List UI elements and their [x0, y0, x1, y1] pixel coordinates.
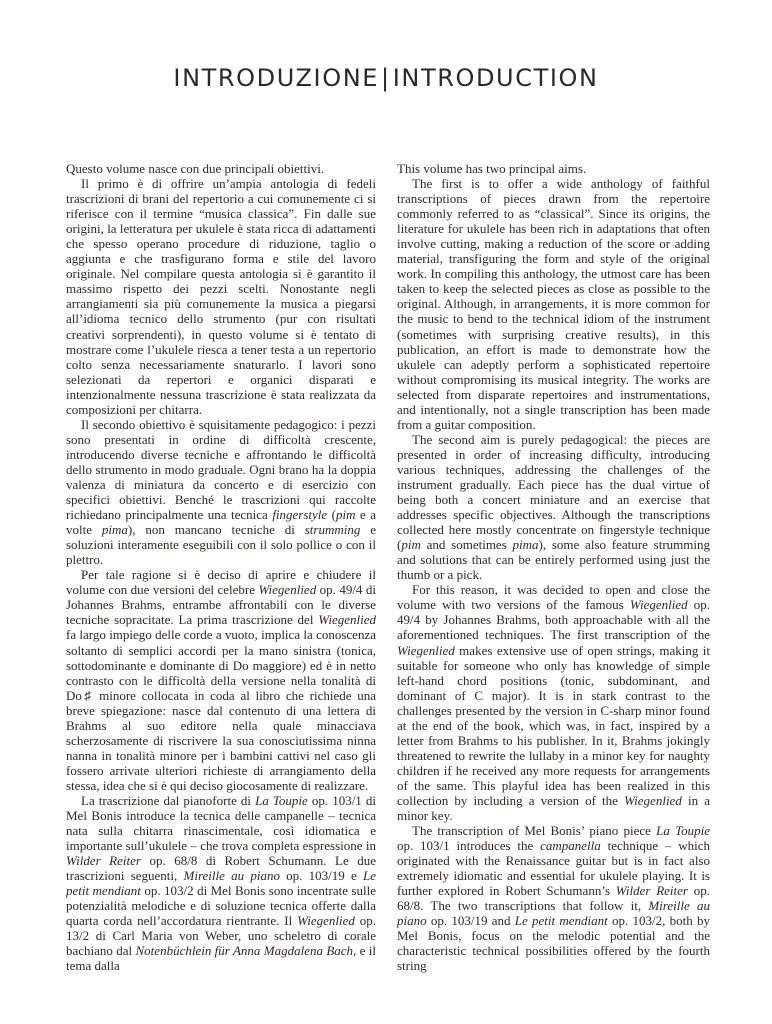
paragraph: [66, 417, 376, 567]
page-title: [0, 62, 772, 94]
text-run: op. 13/2 di Carl Maria von Weber, uno scheletro di corale bachiano dal: [66, 913, 377, 959]
italic-term: strumming: [304, 522, 361, 538]
italic-term: Wiegenlied: [318, 612, 376, 628]
italic-term: pim: [336, 507, 356, 523]
italic-term: Wiegenlied: [258, 582, 317, 598]
paragraph: [397, 582, 710, 823]
text-run: op. 49/4 di Johannes Brahms, entrambe affrontabili con le diverse tecniche sopracitate. La prima trascrizione del: [66, 582, 376, 628]
text-run: Il secondo obiettivo è squisitamente pedagogico: i pezzi sono presentati in ordine di difficoltà crescente, introducendo diverse tecniche e affrontando le difficoltà dello strumento in modo graduale. Ogni brano ha la doppia valenza di miniatura da concerto e di esercizio con specifici obiettivi. Benché le trascrizioni qui raccolte richiedano principalmente una tecnica: [66, 416, 376, 523]
italic-term: pima: [512, 537, 539, 553]
paragraph: [66, 793, 376, 974]
italic-term: Le petit mendiant: [514, 913, 608, 929]
text-run: e a volte: [66, 507, 377, 538]
paragraph: [397, 432, 710, 582]
italic-term: Le petit mendiant: [66, 868, 376, 899]
text-run: and sometimes: [420, 537, 513, 553]
text-run: technique – which originated with the Renaissance guitar but is in fact also extremely idiomatic and essential for ukulele playing. It is further explored in Robert Schumann’s: [397, 838, 710, 899]
text-run: e soluzioni interamente eseguibili con il solo pollice o con il plettro.: [66, 522, 376, 568]
italic-term: La Toupie: [656, 823, 710, 839]
text-run: Questo volume nasce con due principali obiettivi.: [66, 161, 325, 176]
italic-term: Wiegenlied: [297, 913, 355, 929]
text-run: op. 103/1 introduces the: [397, 838, 541, 854]
title-italian: INTRODUZIONE: [173, 64, 380, 92]
text-run: op. 68/8 di Robert Schumann. Le due trascrizioni seguenti,: [66, 853, 377, 884]
text-run: op. 103/2, both by Mel Bonis, focus on the melodic potential and the characteristic technical possibilities offered by the fourth string: [397, 913, 710, 974]
italic-term: fingerstyle: [272, 507, 328, 523]
italic-term: Wiegenlied: [629, 597, 688, 613]
italic-term: Wiegenlied: [397, 642, 455, 658]
text-run: This volume has two principal aims.: [397, 161, 587, 176]
paragraph: [66, 567, 376, 793]
text-run: (: [327, 507, 337, 523]
italic-term: pima: [101, 522, 128, 538]
italic-term: campanella: [540, 838, 601, 854]
text-run: Il primo è di offrire un’ampia antologia di fedeli trascrizioni di brani del repertorio a cui comunemente ci si riferisce con il termine “musica classica”. Fin dalle sue origini, la letteratura per ukulele è stata ricca di adattamenti che spesso operano procedure di riduzione, taglio o aggiunta e che trasfigurano forma e stile del lavoro originale. Nel compilare questa antologia si è garantito il massimo rispetto dei pezzi scelti. Nonostante negli arrangiamenti sia più comunemente la musica a piegarsi all’idioma tecnico dello strumento (pur con risultati creativi sorprendenti), in questo volume si è tentato di mostrare come l’ukulele riesca a tener testa a un repertorio colto senza necessariamente snaturarlo. I lavori sono selezionati da repertori e organici disparati e intenzionalmente nessuna trascrizione è stata realizzata da composizioni per chitarra.: [66, 176, 376, 417]
paragraph: [66, 176, 376, 417]
italic-term: pim: [401, 537, 421, 553]
title-english: INTRODUCTION: [392, 64, 599, 92]
paragraph: [397, 161, 710, 176]
text-run: op. 103/1 di Mel Bonis introduce la tecnica delle campanelle – tecnica nata sulla chitarra rinascimentale, così idiomatica e importante sull’ukulele – che trova completa espressione in: [66, 792, 376, 854]
text-run: op. 103/19 and: [426, 913, 515, 929]
paragraph: [66, 161, 376, 176]
text-run: ), some also feature strumming and solutions that can be entirely performed using just the thumb or a pick.: [397, 537, 710, 583]
text-run: in a minor key.: [397, 792, 710, 824]
text-run: op. 103/2 di Mel Bonis sono incentrate sulle potenzialità melodiche e di soluzione tecnica offerte dalla quarta corda nell’accordatura rientrante. Il: [66, 883, 376, 929]
text-run: , e il tema dalla: [66, 943, 376, 974]
text-run: op. 68/8. The two transcriptions that follow it,: [397, 883, 710, 914]
text-run: The transcription of Mel Bonis’ piano piece: [412, 823, 657, 839]
text-run: op. 49/4 by Johannes Brahms, both approachable with all the aforementioned techniques. The first transcription of the: [397, 597, 711, 643]
english-column: [397, 161, 710, 974]
italic-term: Wilder Reiter: [66, 853, 141, 869]
italic-term: La Toupie: [255, 792, 308, 808]
italic-term: Wilder Reiter: [615, 883, 688, 899]
title-separator: |: [381, 64, 391, 92]
text-run: The first is to offer a wide anthology of faithful transcriptions of pieces drawn from the repertoire commonly referred to as “classical”. Since its origins, the literature for ukulele has been rich in adaptations that often involve cutting, making a reduction of the score or adding material, transfiguring the form and style of the original work. In compiling this anthology, the utmost care has been taken to keep the selected pieces as close as possible to the original. Although, in arrangements, it is more common for the music to bend to the technical idiom of the instrument (sometimes with surprising creative results), in this publication, an effort is made to demonstrate how the ukulele can adeptly perform a sophisticated repertoire without compromising its musical integrity. The works are selected from disparate repertoires and instrumentations, and intentionally, not a single transcription has been made from a guitar composition.: [397, 176, 710, 432]
text-run: makes extensive use of open strings, making it suitable for someone who only has knowledge of simple left-hand chord positions (tonic, subdominant, and dominant of C major). It is in stark contrast to the challenges presented by the version in C-sharp minor found at the end of the book, which was, in fact, inspired by a letter from Brahms to his publisher. In it, Brahms jokingly threatened to rewrite the lullaby in a minor key for naughty children if he received any more requests for arrangements of the same. This playful idea has been realized in this collection by including a version of the: [397, 642, 710, 808]
italic-term: Mireille au piano: [183, 868, 280, 884]
italic-term: Wiegenlied: [624, 792, 682, 808]
italic-term: Notenbüchlein für Anna Magdalena Bach: [135, 943, 354, 959]
italic-term: Mireille au piano: [397, 898, 710, 929]
italian-column: [66, 161, 376, 974]
text-run: fa largo impiego delle corde a vuoto, implica la conoscenza soltanto di semplici accordi per la mano sinistra (tonica, sottodominante e dominante di Do maggiore) ed è in netto contrasto con le difficoltà della versione nella tonalità di Do♯ minore collocata in coda al libro che richiede una breve spiegazione: nasce dal contenuto di una lettera di Brahms al suo editore nella quale minacciava scherzosamente di riscrivere la sua conosciutissima ninna nanna in tonalità minore per i bambini cattivi nel caso gli fossero arrivate ulteriori richieste di arrangiamento della stessa, idea che si è qui deciso giocosamente di realizzare.: [66, 627, 376, 793]
paragraph: [397, 176, 710, 432]
text-run: Per tale ragione si è deciso di aprire e chiudere il volume con due versioni del celebre: [66, 567, 376, 598]
text-run: La trascrizione dal pianoforte di: [81, 792, 256, 808]
paragraph: [397, 823, 710, 973]
text-run: op. 103/19 e: [279, 868, 363, 884]
text-run: For this reason, it was decided to open and close the volume with two versions of the famous: [397, 582, 710, 613]
text-run: ), non mancano tecniche di: [127, 522, 305, 538]
text-run: The second aim is purely pedagogical: the pieces are presented in order of increasing difficulty, introducing various techniques, addressing the challenges of the instrument gradually. Each piece has the dual virtue of being both a concert miniature and an exercise that addresses specific objectives. Although the transcriptions collected here mostly concentrate on fingerstyle technique (: [397, 431, 710, 553]
